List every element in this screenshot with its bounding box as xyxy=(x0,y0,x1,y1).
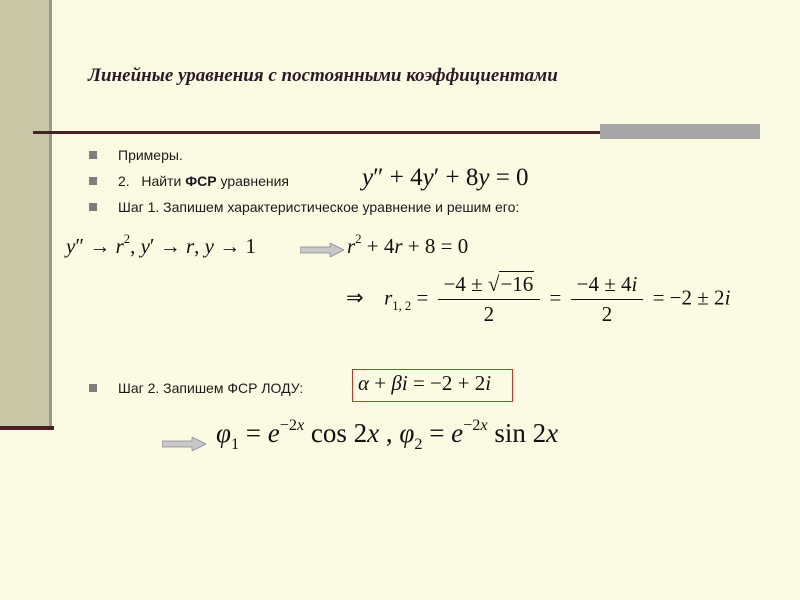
phi-1-subscript: 1 xyxy=(230,435,240,454)
left-decor-band xyxy=(0,0,52,426)
subst-prime1: ′ xyxy=(149,234,155,258)
implies-symbol: ⇒ xyxy=(346,285,364,310)
boxed-value: = −2 + 2 xyxy=(407,371,486,395)
phi-1: φ xyxy=(216,418,231,448)
ode-term-4: + 4 xyxy=(383,164,423,191)
fsr-cos-x: x xyxy=(367,418,380,448)
roots-equals: = xyxy=(411,285,434,310)
roots-result-i: i xyxy=(724,285,731,310)
subst-arrow-3: → xyxy=(214,234,246,258)
fsr-e-2: e xyxy=(451,418,464,448)
roots-frac1-numerator: −4 ± xyxy=(443,272,488,296)
beta-symbol: β xyxy=(391,371,402,395)
phi-2-subscript: 2 xyxy=(414,435,423,454)
subst-y-3: y xyxy=(204,234,214,258)
bullet-find-fsr xyxy=(118,173,289,189)
fsr-exponent-2 xyxy=(463,416,487,434)
roots-fraction-2 xyxy=(571,272,644,327)
roots-frac2-i: i xyxy=(631,272,638,296)
fsr-separator: , xyxy=(379,418,400,448)
roots-fraction-1: $\frac{-4 \pm √-16}{2}$ xyxy=(438,272,541,327)
block-arrow-icon xyxy=(300,243,344,257)
bullet-step2: Шаг 2. Запишем ФСР ЛОДУ: xyxy=(118,380,304,396)
subst-arrow-2: → xyxy=(154,234,186,258)
roots-r: r xyxy=(384,285,393,310)
fsr-formula xyxy=(216,415,559,454)
bullet-find-fsr-suffix: уравнения xyxy=(216,173,289,189)
fsr-equals-2: = xyxy=(422,418,452,448)
fsr-exp1-x: x xyxy=(296,415,305,434)
alpha-beta-formula xyxy=(358,371,491,396)
subst-separator-2: , xyxy=(194,234,205,258)
fsr-exp2-value: −2 xyxy=(463,415,481,434)
bullet-marker xyxy=(89,384,97,392)
ode-equals-zero: = 0 xyxy=(489,164,529,191)
slide-title: Линейные уравнения с постоянными коэффициентами xyxy=(88,65,558,86)
char-r: r xyxy=(347,234,356,258)
fsr-sin-x: x xyxy=(546,418,559,448)
subst-arrow: → xyxy=(84,234,116,258)
ode-y-3: y xyxy=(478,164,490,191)
alpha-symbol: α xyxy=(358,371,370,395)
ode-prime2: ″ xyxy=(373,164,384,191)
fsr-equals-1: = xyxy=(239,418,268,448)
char-r-power: 2 xyxy=(355,232,362,247)
bullet-examples: Примеры. xyxy=(118,147,183,163)
subst-prime2: ″ xyxy=(75,234,85,258)
roots-frac1-denominator: 2 xyxy=(483,302,495,326)
char-term-4: + 4 xyxy=(361,234,395,258)
subst-one: 1 xyxy=(245,234,256,258)
fsr-sin: sin 2 xyxy=(487,418,547,448)
bullet-find-fsr-bold: ФСР xyxy=(185,173,217,189)
char-term-8: + 8 = 0 xyxy=(402,234,469,258)
subst-y: y xyxy=(66,234,76,258)
title-rule-accent xyxy=(600,124,760,139)
bullet-marker xyxy=(89,177,97,185)
ode-y: y xyxy=(362,164,374,191)
ode-y-2: y xyxy=(422,164,434,191)
fsr-e-1: e xyxy=(267,418,280,448)
bullet-find-fsr-prefix: 2. Найти xyxy=(118,173,186,189)
subst-r: r xyxy=(115,234,124,258)
boxed-i-2: i xyxy=(485,371,492,395)
subst-r-power: 2 xyxy=(123,232,131,247)
fsr-exponent-1 xyxy=(280,416,304,434)
roots-equals-2: = xyxy=(544,285,567,310)
characteristic-equation xyxy=(347,234,468,259)
roots-sqrt-radicand: −16 xyxy=(500,272,534,296)
boxed-plus: + xyxy=(369,371,392,395)
roots-formula xyxy=(346,272,730,327)
roots-frac2-numerator: −4 ± 4 xyxy=(576,272,632,296)
roots-result: = −2 ± 2 xyxy=(647,285,725,310)
bullet-marker xyxy=(89,203,97,211)
subst-separator: , xyxy=(130,234,141,258)
block-arrow-icon xyxy=(162,437,206,451)
roots-subscript: 1, 2 xyxy=(392,299,412,314)
ode-prime1: ′ xyxy=(433,164,440,191)
phi-2: φ xyxy=(399,418,415,448)
fsr-exp1-value: −2 xyxy=(279,415,297,434)
ode-formula xyxy=(362,164,529,192)
bullet-marker xyxy=(89,151,97,159)
bullet-step1: Шаг 1. Запишем характеристическое уравнение и решим его: xyxy=(118,199,520,215)
fsr-cos: cos 2 xyxy=(304,418,368,448)
char-r-2: r xyxy=(394,234,403,258)
ode-term-8: + 8 xyxy=(439,164,479,191)
fsr-exp2-x: x xyxy=(480,415,488,434)
left-decor-underline xyxy=(0,426,54,430)
roots-frac2-denominator: 2 xyxy=(601,302,613,326)
boxed-i: i xyxy=(401,371,408,395)
substitution-formula xyxy=(66,234,256,259)
subst-y-2: y xyxy=(140,234,150,258)
subst-r-2: r xyxy=(185,234,195,258)
